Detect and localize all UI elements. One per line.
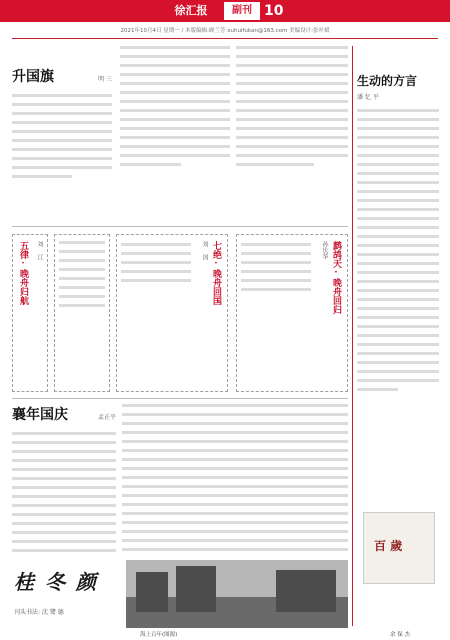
- article-author: 孟正平: [97, 414, 116, 421]
- calligraphy-header: [14, 566, 116, 616]
- poem-3: [236, 234, 348, 392]
- poem-2: [116, 234, 228, 392]
- article-middle-top: [120, 46, 230, 214]
- masthead-info: 2021年10月4日 星期一 / 本版编辑:顾兰芳 xuhuifukan@163.com 美编设计:张叶斌: [120, 28, 330, 34]
- article-body: [357, 109, 439, 391]
- article-author: 明 三: [98, 76, 112, 83]
- poem-author: 刘 国: [201, 241, 208, 260]
- poem-author: 刘 江: [36, 241, 43, 260]
- paper-name: 徐汇报: [174, 4, 208, 17]
- right-column-divider: [352, 46, 353, 626]
- supplement-label: 副刊: [224, 2, 260, 20]
- poem-title: 七绝·晚舟回国: [211, 241, 221, 305]
- article-body: [120, 46, 230, 166]
- page-number: 10: [264, 3, 284, 19]
- seal-text: 百 歲: [374, 539, 403, 553]
- poem-1-body: [54, 234, 110, 392]
- article-author: 潘 忆 平: [357, 94, 379, 101]
- photo-caption: 海上百年(图源): [140, 632, 178, 638]
- poem-author: 孙庆华: [321, 241, 328, 259]
- article-body: [236, 46, 348, 166]
- seal-image: [363, 512, 435, 584]
- calligraphy-credit: 刊头书法: 沈 鹭 德: [14, 609, 64, 616]
- article-title: 生动的方言: [357, 74, 418, 88]
- article-body: [12, 94, 112, 178]
- poem-row-top-rule: [12, 226, 348, 227]
- article-title: 襄年国庆: [12, 407, 68, 423]
- masthead-rule: [12, 38, 438, 39]
- poem-1: [12, 234, 48, 392]
- article-title: 升国旗: [12, 69, 54, 85]
- calligraphy-text: 桂 冬 颜: [14, 570, 98, 594]
- poem-title: 鹧鸪天·晚舟回归: [331, 241, 341, 314]
- article-middle-right: [236, 46, 348, 214]
- article-bottom-middle: [122, 404, 348, 554]
- bottom-row-top-rule: [12, 398, 348, 399]
- street-photo: [126, 560, 348, 628]
- article-flag-raising: [12, 66, 112, 224]
- article-body: [122, 404, 348, 554]
- photo-credit: 余 保 杰: [390, 632, 410, 638]
- article-body: [12, 432, 116, 554]
- article-dialect: [357, 46, 439, 626]
- poem-title: 五律·晚舟归航: [18, 241, 28, 305]
- article-national-day: [12, 404, 116, 554]
